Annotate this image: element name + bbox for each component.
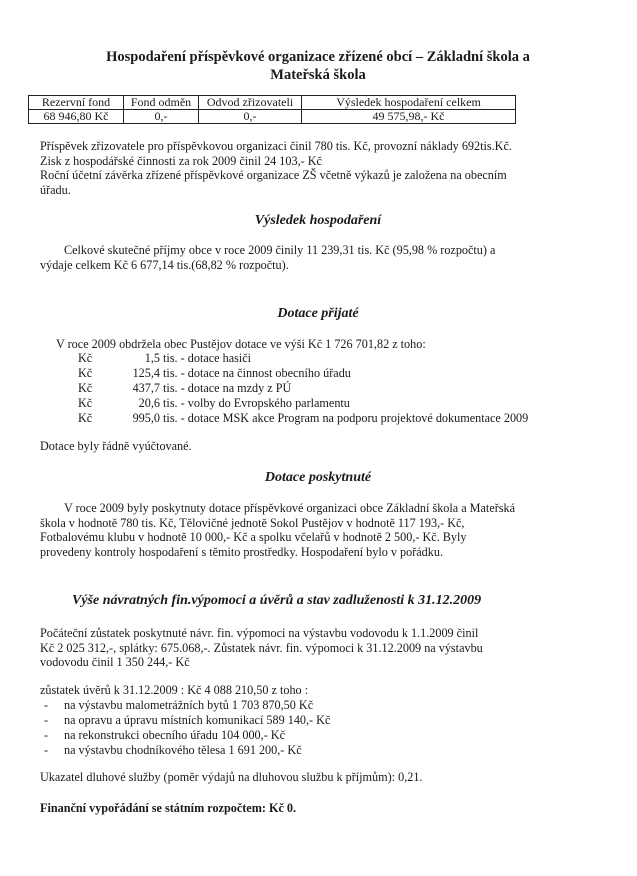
intro-line-3: Roční účetní závěrka zřízené příspěvkové organizace ZŠ včetně výkazů je založena na obecním [40, 168, 507, 182]
heading-uvery: Výše návratných fin.výpomoci a úvěrů a stav zadluženosti k 31.12.2009 [72, 593, 482, 608]
summary-value-row [29, 110, 516, 124]
dotace-prijate-intro: V roce 2009 obdržela obec Pustějov dotace ve výši Kč 1 726 701,82 z toho: [56, 337, 426, 351]
title-line-2: Mateřská škola [270, 67, 366, 83]
poskytnute-line-3: Fotbalovému klubu v hodnotě 10 000,- Kč a spolku včelařů v hodnotě 2 500,- Kč. Byly [40, 530, 467, 544]
uvery-line-1: Počáteční zůstatek poskytnuté návr. fin. výpomoci na výstavbu vodovodu k 1.1.2009 činil [40, 626, 479, 640]
dotace-amount: 995,0 [132, 411, 160, 425]
dotace-poskytnute-paragraph [40, 501, 606, 559]
uvery-list-item [44, 728, 285, 743]
uvery-line-2: Kč 2 025 312,-, splátky: 675.068,-. Zůstatek návr. fin. výpomoci k 31.12.2009 na výstavbu [40, 640, 483, 655]
dotace-amount: 437,7 [132, 381, 160, 395]
uvery-list-item [44, 743, 302, 758]
dotace-text: tis. - dotace MSK akce Program na podporu projektové dokumentace 2009 [163, 411, 529, 425]
list-text: na opravu a úpravu místních komunikací 589 140,- Kč [64, 713, 331, 727]
poskytnute-line-4: provedeny kontroly hospodaření s těmito prostředky. Hospodaření bylo v pořádku. [40, 544, 444, 559]
dotace-item [78, 396, 350, 411]
list-bullet: - [44, 743, 49, 757]
list-bullet: - [44, 698, 49, 712]
uvery-line-3: vodovodu činil 1 350 244,- Kč [40, 655, 190, 669]
dotace-currency: Kč [78, 381, 93, 395]
poskytnute-line-1: V roce 2009 byly poskytnuty dotace příspěvkové organizaci obce Základní škola a Mateřská [64, 501, 516, 515]
intro-line-4: úřadu. [40, 182, 71, 197]
uvery-paragraph [40, 626, 606, 670]
heading-dotace-prijate: Dotace přijaté [277, 306, 359, 321]
dotace-amount: 20,6 [138, 396, 160, 410]
value-rezervni-fond: 68 946,80 Kč [29, 110, 124, 124]
list-text: na výstavbu malometrážních bytů 1 703 870,50 Kč [64, 698, 314, 712]
header-odvod: Odvod zřizovateli [199, 96, 302, 110]
header-vysledek: Výsledek hospodaření celkem [302, 96, 516, 110]
intro-line-1: Příspěvek zřizovatele pro příspěvkovou organizaci činil 780 tis. Kč, provozní náklady 692tis.Kč. [40, 139, 512, 153]
dotace-currency: Kč [78, 396, 93, 410]
list-bullet: - [44, 713, 49, 727]
title-line-1: Hospodaření příspěvkové organizace zřízené obcí – Základní škola a [106, 49, 530, 65]
intro-line-2: Zisk z hospodářské činnosti za rok 2009 činil 24 103,- Kč [40, 153, 322, 168]
dotace-amount: 1,5 [144, 351, 160, 365]
dotace-currency: Kč [78, 351, 93, 365]
header-rezervni-fond: Rezervní fond [29, 96, 124, 110]
dotace-text: tis. - dotace na mzdy z PÚ [163, 381, 292, 395]
dotace-text: tis. - dotace hasiči [163, 351, 252, 365]
dotace-item [78, 381, 291, 396]
dotace-currency: Kč [78, 366, 93, 380]
list-text: na rekonstrukci obecního úřadu 104 000,- Kč [64, 728, 286, 742]
document-title [40, 48, 596, 84]
summary-header-row [29, 96, 516, 110]
uvery-list-item [44, 713, 330, 728]
dotace-item [78, 366, 351, 381]
dotace-item [78, 351, 251, 366]
financni-vyporadani: Finanční vypořádání se státním rozpočtem: Kč 0. [40, 801, 297, 815]
dotace-text: tis. - volby do Evropského parlamentu [163, 396, 350, 410]
heading-dotace-poskytnute: Dotace poskytnuté [264, 470, 372, 485]
dotace-item [78, 411, 528, 426]
vysledek-line-1: Celkové skutečné příjmy obce v roce 2009 činily 11 239,31 tis. Kč (95,98 % rozpočtu) a [64, 243, 496, 257]
summary-table [28, 95, 516, 124]
list-bullet: - [44, 728, 49, 742]
value-odvod: 0,- [199, 110, 302, 124]
dotace-currency: Kč [78, 411, 93, 425]
intro-paragraph [40, 139, 606, 197]
dotace-prijate-footer: Dotace byly řádně vyúčtované. [40, 439, 192, 453]
vysledek-paragraph [40, 243, 606, 272]
value-vysledek: 49 575,98,- Kč [302, 110, 516, 124]
header-fond-odmen: Fond odměn [124, 96, 199, 110]
uvery-zustatek: zůstatek úvěrů k 31.12.2009 : Kč 4 088 210,50 z toho : [40, 683, 309, 697]
vysledek-line-2: výdaje celkem Kč 6 677,14 tis.(68,82 % rozpočtu). [40, 257, 289, 272]
dotace-text: tis. - dotace na činnost obecního úřadu [163, 366, 351, 380]
ukazatel-dluhove-sluzby: Ukazatel dluhové služby (poměr výdajů na dluhovou službu k příjmům): 0,21. [40, 770, 423, 784]
list-text: na výstavbu chodníkového tělesa 1 691 200,- Kč [64, 743, 302, 757]
poskytnute-line-2: škola v hodnotě 780 tis. Kč, Tělovičné jednotě Sokol Pustějov v hodnotě 117 193,- Kč, [40, 515, 465, 530]
uvery-list-item [44, 698, 313, 713]
dotace-amount: 125,4 [132, 366, 160, 380]
heading-vysledek: Výsledek hospodaření [254, 213, 382, 228]
value-fond-odmen: 0,- [124, 110, 199, 124]
